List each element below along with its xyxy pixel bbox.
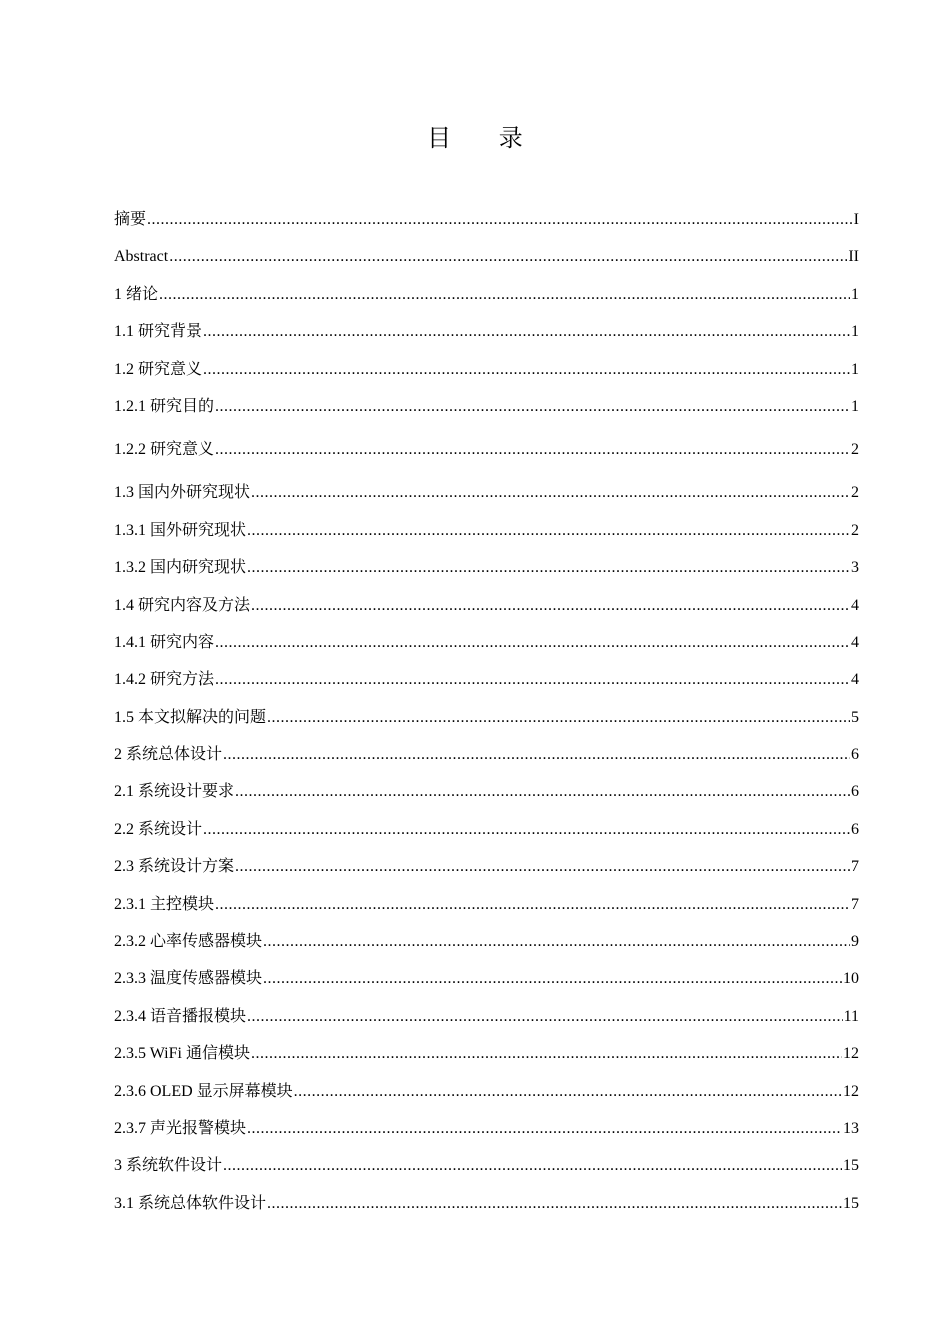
toc-entry-page: 6 bbox=[851, 820, 859, 838]
dot-leader bbox=[159, 276, 850, 313]
toc-entry-label: 3.1 系统总体软件设计 bbox=[114, 1194, 267, 1212]
toc-entry-page: 4 bbox=[851, 671, 859, 689]
toc-entry-page: 12 bbox=[843, 1045, 859, 1063]
toc-entry[interactable] bbox=[114, 276, 859, 313]
dot-leader bbox=[247, 512, 850, 549]
toc-entry-label: 1.2.1 研究目的 bbox=[114, 397, 215, 415]
toc-entry-label: Abstract bbox=[114, 248, 169, 266]
toc-entry-label: 1.2.2 研究意义 bbox=[114, 441, 215, 459]
toc-entry-label: 2.3.2 心率传感器模块 bbox=[114, 933, 263, 951]
toc-entry-page: 4 bbox=[851, 596, 859, 614]
dot-leader bbox=[247, 549, 850, 586]
toc-entry-page: 5 bbox=[851, 708, 859, 726]
dot-leader bbox=[251, 1035, 842, 1072]
toc-entry-label: 摘要 bbox=[114, 211, 147, 228]
toc-entry[interactable] bbox=[114, 736, 859, 773]
toc-entry-page: I bbox=[853, 211, 859, 228]
toc-entry-page: 4 bbox=[851, 633, 859, 651]
dot-leader bbox=[294, 1073, 842, 1110]
toc-entry[interactable] bbox=[114, 201, 859, 238]
dot-leader bbox=[223, 1147, 842, 1184]
toc-entry-page: 1 bbox=[851, 323, 859, 341]
toc-entry-page: 9 bbox=[851, 933, 859, 951]
toc-entry-label: 1.3 国内外研究现状 bbox=[114, 484, 251, 502]
dot-leader bbox=[223, 736, 850, 773]
toc-entry[interactable] bbox=[114, 848, 859, 885]
toc-entry[interactable] bbox=[114, 886, 859, 923]
toc-entry-label: 2.3.6 OLED 显示屏幕模块 bbox=[114, 1082, 293, 1100]
toc-entry[interactable] bbox=[114, 425, 859, 474]
dot-leader bbox=[247, 1110, 842, 1147]
toc-entry[interactable] bbox=[114, 699, 859, 736]
toc-entry[interactable] bbox=[114, 923, 859, 960]
toc-entry-page: 1 bbox=[851, 285, 859, 303]
toc-entry[interactable] bbox=[114, 587, 859, 624]
toc-entry[interactable] bbox=[114, 388, 859, 425]
dot-leader bbox=[251, 474, 850, 511]
dot-leader bbox=[203, 313, 850, 350]
table-of-contents bbox=[114, 201, 859, 1222]
toc-entry-label: 2 系统总体设计 bbox=[114, 746, 223, 764]
dot-leader bbox=[247, 998, 843, 1035]
toc-entry-label: 1.3.1 国外研究现状 bbox=[114, 521, 247, 539]
toc-entry-page: 1 bbox=[851, 397, 859, 415]
toc-entry-label: 2.3.3 温度传感器模块 bbox=[114, 970, 263, 988]
toc-entry-page: 15 bbox=[843, 1157, 859, 1175]
toc-entry[interactable] bbox=[114, 313, 859, 350]
toc-entry-label: 1.3.2 国内研究现状 bbox=[114, 559, 247, 577]
toc-entry-page: 1 bbox=[851, 360, 859, 378]
toc-entry[interactable] bbox=[114, 1147, 859, 1184]
dot-leader bbox=[251, 587, 850, 624]
toc-entry-label: 1.1 研究背景 bbox=[114, 323, 203, 341]
toc-entry[interactable] bbox=[114, 351, 859, 388]
dot-leader bbox=[267, 1185, 842, 1222]
toc-entry-page: 7 bbox=[851, 858, 859, 876]
dot-leader bbox=[215, 388, 850, 425]
dot-leader bbox=[215, 661, 850, 698]
toc-entry-page: 15 bbox=[843, 1194, 859, 1212]
toc-entry-page: II bbox=[848, 248, 859, 266]
toc-entry[interactable] bbox=[114, 661, 859, 698]
dot-leader bbox=[215, 886, 850, 923]
toc-entry[interactable] bbox=[114, 811, 859, 848]
toc-entry[interactable] bbox=[114, 474, 859, 511]
dot-leader bbox=[169, 238, 847, 275]
toc-entry-page: 2 bbox=[851, 484, 859, 502]
toc-entry-label: 1.4.1 研究内容 bbox=[114, 633, 215, 651]
toc-entry[interactable] bbox=[114, 998, 859, 1035]
toc-entry-page: 12 bbox=[843, 1082, 859, 1100]
toc-entry-label: 1.5 本文拟解决的问题 bbox=[114, 708, 267, 726]
toc-entry-label: 1.2 研究意义 bbox=[114, 360, 203, 378]
toc-entry[interactable] bbox=[114, 773, 859, 810]
toc-entry-label: 1 绪论 bbox=[114, 285, 159, 303]
dot-leader bbox=[215, 425, 850, 474]
toc-entry-page: 6 bbox=[851, 783, 859, 801]
toc-entry-label: 2.3.1 主控模块 bbox=[114, 895, 215, 913]
toc-entry-label: 2.3.4 语音播报模块 bbox=[114, 1007, 247, 1025]
toc-entry-label: 1.4.2 研究方法 bbox=[114, 671, 215, 689]
dot-leader bbox=[147, 201, 853, 238]
toc-entry[interactable] bbox=[114, 1185, 859, 1222]
dot-leader bbox=[215, 624, 850, 661]
toc-entry-label: 2.2 系统设计 bbox=[114, 820, 203, 838]
dot-leader bbox=[235, 773, 850, 810]
toc-entry-page: 13 bbox=[843, 1119, 859, 1137]
dot-leader bbox=[203, 351, 850, 388]
toc-entry-label: 2.3 系统设计方案 bbox=[114, 858, 235, 876]
toc-entry[interactable] bbox=[114, 1035, 859, 1072]
toc-entry-label: 1.4 研究内容及方法 bbox=[114, 596, 251, 614]
page-title: 目 录 bbox=[427, 124, 543, 152]
toc-entry-page: 2 bbox=[851, 521, 859, 539]
toc-entry[interactable] bbox=[114, 549, 859, 586]
toc-entry-page: 3 bbox=[851, 559, 859, 577]
toc-entry-page: 2 bbox=[851, 441, 859, 459]
toc-entry-page: 7 bbox=[851, 895, 859, 913]
toc-entry[interactable] bbox=[114, 624, 859, 661]
toc-entry[interactable] bbox=[114, 1110, 859, 1147]
dot-leader bbox=[203, 811, 850, 848]
toc-entry-page: 11 bbox=[843, 1007, 859, 1025]
toc-entry-label: 2.1 系统设计要求 bbox=[114, 783, 235, 801]
toc-entry[interactable] bbox=[114, 238, 859, 275]
dot-leader bbox=[235, 848, 850, 885]
toc-entry-label: 2.3.7 声光报警模块 bbox=[114, 1119, 247, 1137]
toc-entry-label: 3 系统软件设计 bbox=[114, 1157, 223, 1175]
toc-entry[interactable] bbox=[114, 512, 859, 549]
dot-leader bbox=[267, 699, 850, 736]
toc-entry-page: 10 bbox=[843, 970, 859, 988]
dot-leader bbox=[263, 960, 842, 997]
toc-entry[interactable] bbox=[114, 1073, 859, 1110]
toc-entry-label: 2.3.5 WiFi 通信模块 bbox=[114, 1045, 250, 1063]
toc-entry-page: 6 bbox=[851, 746, 859, 764]
dot-leader bbox=[263, 923, 850, 960]
toc-entry[interactable] bbox=[114, 960, 859, 997]
